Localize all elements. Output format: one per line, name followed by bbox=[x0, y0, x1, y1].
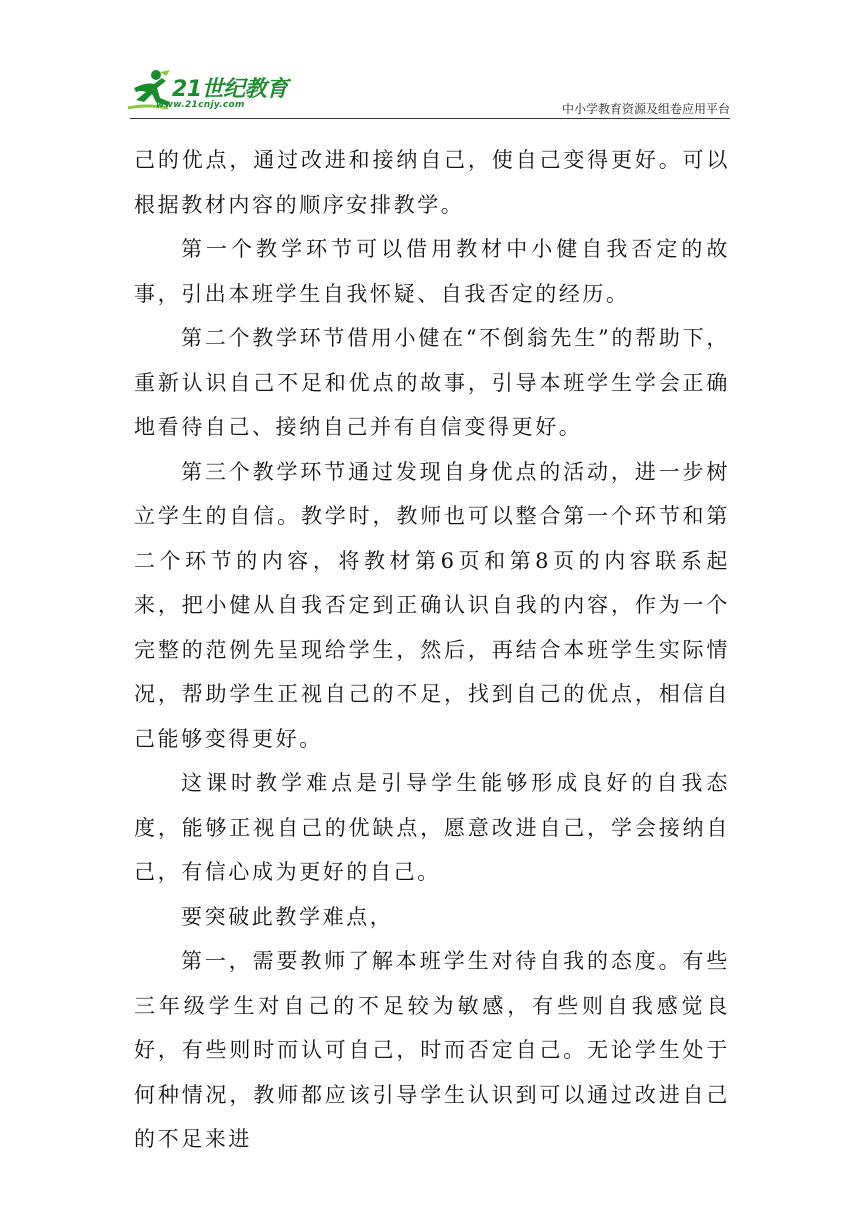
logo-text: 21世纪教育 bbox=[172, 77, 288, 102]
page-header bbox=[126, 66, 734, 118]
paragraph: 第一个教学环节可以借用教材中小健自我否定的故事，引出本班学生自我怀疑、自我否定的经历。 bbox=[134, 237, 730, 306]
paragraph: 第二个教学环节借用小健在“不倒翁先生”的帮助下，重新认识自己不足和优点的故事，引导本班学生学会正确地看待自己、接纳自己并有自信变得更好。 bbox=[134, 326, 730, 439]
paragraph: 这课时教学难点是引导学生能够形成良好的自我态度，能够正视自己的优缺点，愿意改进自己，学会接纳自己，有信心成为更好的自己。 bbox=[134, 771, 730, 884]
header-divider bbox=[130, 118, 730, 119]
paragraph: 第一，需要教师了解本班学生对待自我的态度。有些三年级学生对自己的不足较为敏感，有些则自我感觉良好，有些则时而认可自己，时而否定自己。无论学生处于何种情况，教师都应该引导学生认识到可以通过改进自己的不足来进 bbox=[134, 949, 730, 1151]
paragraph: 第三个教学环节通过发现自身优点的活动，进一步树立学生的自信。教学时，教师也可以整合第一个环节和第二个环节的内容，将教材第6页和第8页的内容联系起来，把小健从自我否定到正确认识自我的内容，作为一个完整的范例先呈现给学生，然后，再结合本班学生实际情况，帮助学生正视自己的不足，找到自己的优点，相信自己能够变得更好。 bbox=[134, 459, 730, 751]
header-tagline: 中小学教育资源及组卷应用平台 bbox=[561, 102, 730, 116]
logo-url: www.21cnjy.com bbox=[156, 100, 245, 110]
document-body bbox=[134, 138, 730, 1162]
paragraph: 己的优点，通过改进和接纳自己，使自己变得更好。可以根据教材内容的顺序安排教学。 bbox=[134, 148, 730, 217]
paragraph: 要突破此教学难点， bbox=[181, 904, 394, 929]
logo bbox=[126, 66, 296, 118]
